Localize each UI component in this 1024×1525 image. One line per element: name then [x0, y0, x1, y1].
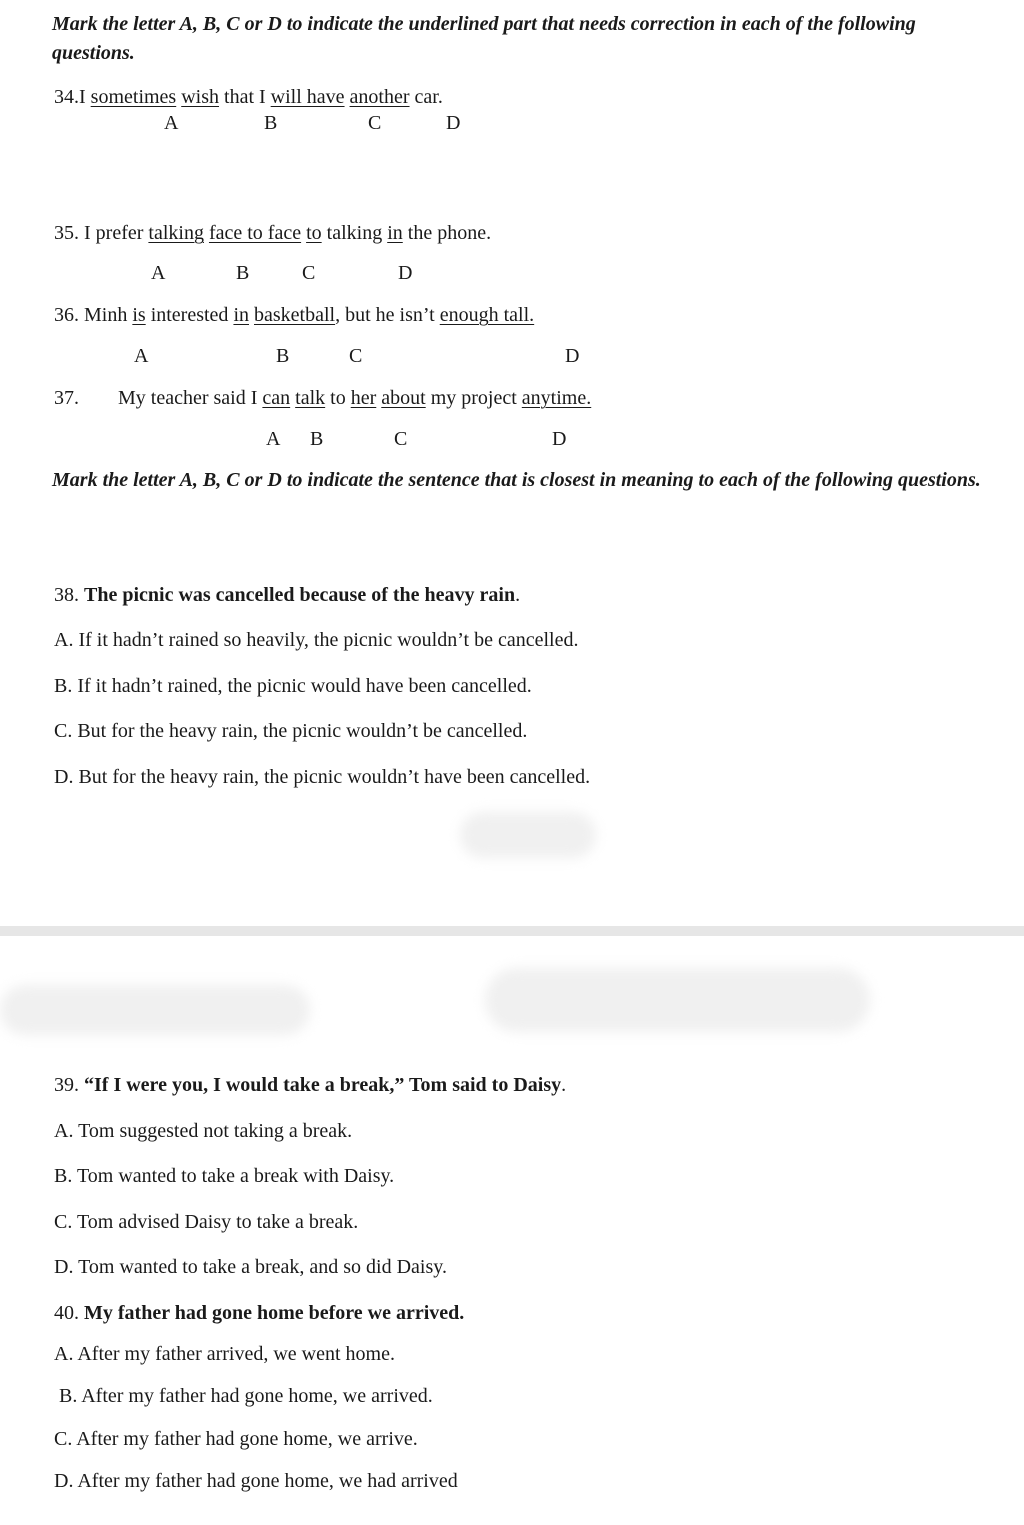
instruction-closest-meaning: Mark the letter A, B, C or D to indicate the sentence that is closest in meaning to each of the following questions. [52, 469, 981, 491]
q36-label-d: D [565, 345, 580, 367]
q36-text: 36. Minh [54, 304, 128, 326]
q35-label-a: A [151, 262, 166, 284]
q38-option-c: C. But for the heavy rain, the picnic wouldn’t be cancelled. [54, 720, 528, 742]
q38-period: . [515, 584, 521, 606]
q37-part-d: anytime. [521, 387, 592, 409]
q36-text-comma: , but he isn’t [335, 304, 435, 326]
q34-label-a: A [164, 112, 179, 134]
q34-label-b: B [264, 112, 278, 134]
erased-area-left [0, 985, 310, 1035]
q34-text: that I [224, 86, 266, 108]
q34-part-a: sometimes [90, 86, 177, 108]
q34-part-b: wish [181, 86, 220, 108]
q37-label-a: A [266, 428, 281, 450]
q40-option-a: A. After my father arrived, we went home. [54, 1343, 395, 1365]
q34-part-d: another [349, 86, 410, 108]
q37-part-b: talk [295, 387, 326, 409]
q39-period: . [561, 1074, 567, 1096]
question-36 [54, 303, 534, 327]
q38-option-a: A. If it hadn’t rained so heavily, the picnic wouldn’t be cancelled. [54, 629, 579, 651]
q38-stem: The picnic was cancelled because of the heavy rain [84, 584, 516, 606]
q39-option-b: B. Tom wanted to take a break with Daisy. [54, 1165, 395, 1187]
q37-label-c: C [394, 428, 408, 450]
q35-label-b: B [236, 262, 250, 284]
q34-text-end: car. [414, 86, 443, 108]
q35-part-c: to [306, 222, 322, 244]
q39-stem: “If I were you, I would take a break,” Tom said to Daisy [84, 1074, 562, 1096]
q34-part-c: will have [270, 86, 345, 108]
q40-option-c: C. After my father had gone home, we arrive. [54, 1428, 418, 1450]
question-39 [54, 1073, 566, 1097]
q37-number: 37. [54, 387, 79, 409]
q39-option-a: A. Tom suggested not taking a break. [54, 1120, 353, 1142]
q36-label-a: A [134, 345, 149, 367]
q35-part-d: in [387, 222, 403, 244]
q37-part-a: can [262, 387, 291, 409]
q36-part-b: in [233, 304, 249, 326]
q35-text-end: the phone. [407, 222, 492, 244]
q36-part-d: enough tall. [439, 304, 535, 326]
q37-part-c2: about [381, 387, 426, 409]
q34-label-c: C [368, 112, 382, 134]
q37-text: My teacher said I [118, 387, 258, 409]
q34-number: 34.I [54, 86, 86, 108]
q40-stem: My father had gone home before we arrived. [84, 1302, 465, 1324]
q38-option-b: B. If it hadn’t rained, the picnic would have been cancelled. [54, 675, 532, 697]
q40-option-b: B. After my father had gone home, we arrived. [59, 1385, 433, 1407]
q37-label-d: D [552, 428, 567, 450]
q35-part-b: face to face [208, 222, 302, 244]
q36-text-mid: interested [150, 304, 229, 326]
q38-option-d: D. But for the heavy rain, the picnic wouldn’t have been cancelled. [54, 766, 591, 788]
q36-part-a: is [132, 304, 146, 326]
question-34 [54, 85, 443, 109]
q35-part-a: talking [148, 222, 204, 244]
question-40 [54, 1301, 464, 1325]
instruction-error-identification: Mark the letter A, B, C or D to indicate the underlined part that needs correction in each of the following questions. [52, 13, 916, 64]
q37-label-b: B [310, 428, 324, 450]
erased-area [460, 812, 596, 858]
q35-label-d: D [398, 262, 413, 284]
q36-part-c: basketball [254, 304, 336, 326]
question-37 [118, 386, 591, 410]
q35-text: 35. I prefer [54, 222, 144, 244]
q36-label-c: C [349, 345, 363, 367]
q39-option-d: D. Tom wanted to take a break, and so did Daisy. [54, 1256, 447, 1278]
question-38 [54, 583, 520, 607]
q39-number: 39. [54, 1074, 79, 1096]
question-35 [54, 221, 491, 245]
q37-part-c: her [350, 387, 377, 409]
q34-label-d: D [446, 112, 461, 134]
q39-option-c: C. Tom advised Daisy to take a break. [54, 1211, 359, 1233]
q40-number: 40. [54, 1302, 79, 1324]
page-divider [0, 926, 1024, 936]
q35-text-mid: talking [326, 222, 383, 244]
q35-label-c: C [302, 262, 316, 284]
q38-number: 38. [54, 584, 79, 606]
q37-text-mid: to [330, 387, 346, 409]
q40-option-d: D. After my father had gone home, we had arrived [54, 1470, 458, 1492]
q36-label-b: B [276, 345, 290, 367]
erased-area-right [485, 968, 870, 1032]
q37-text-mid2: my project [430, 387, 517, 409]
